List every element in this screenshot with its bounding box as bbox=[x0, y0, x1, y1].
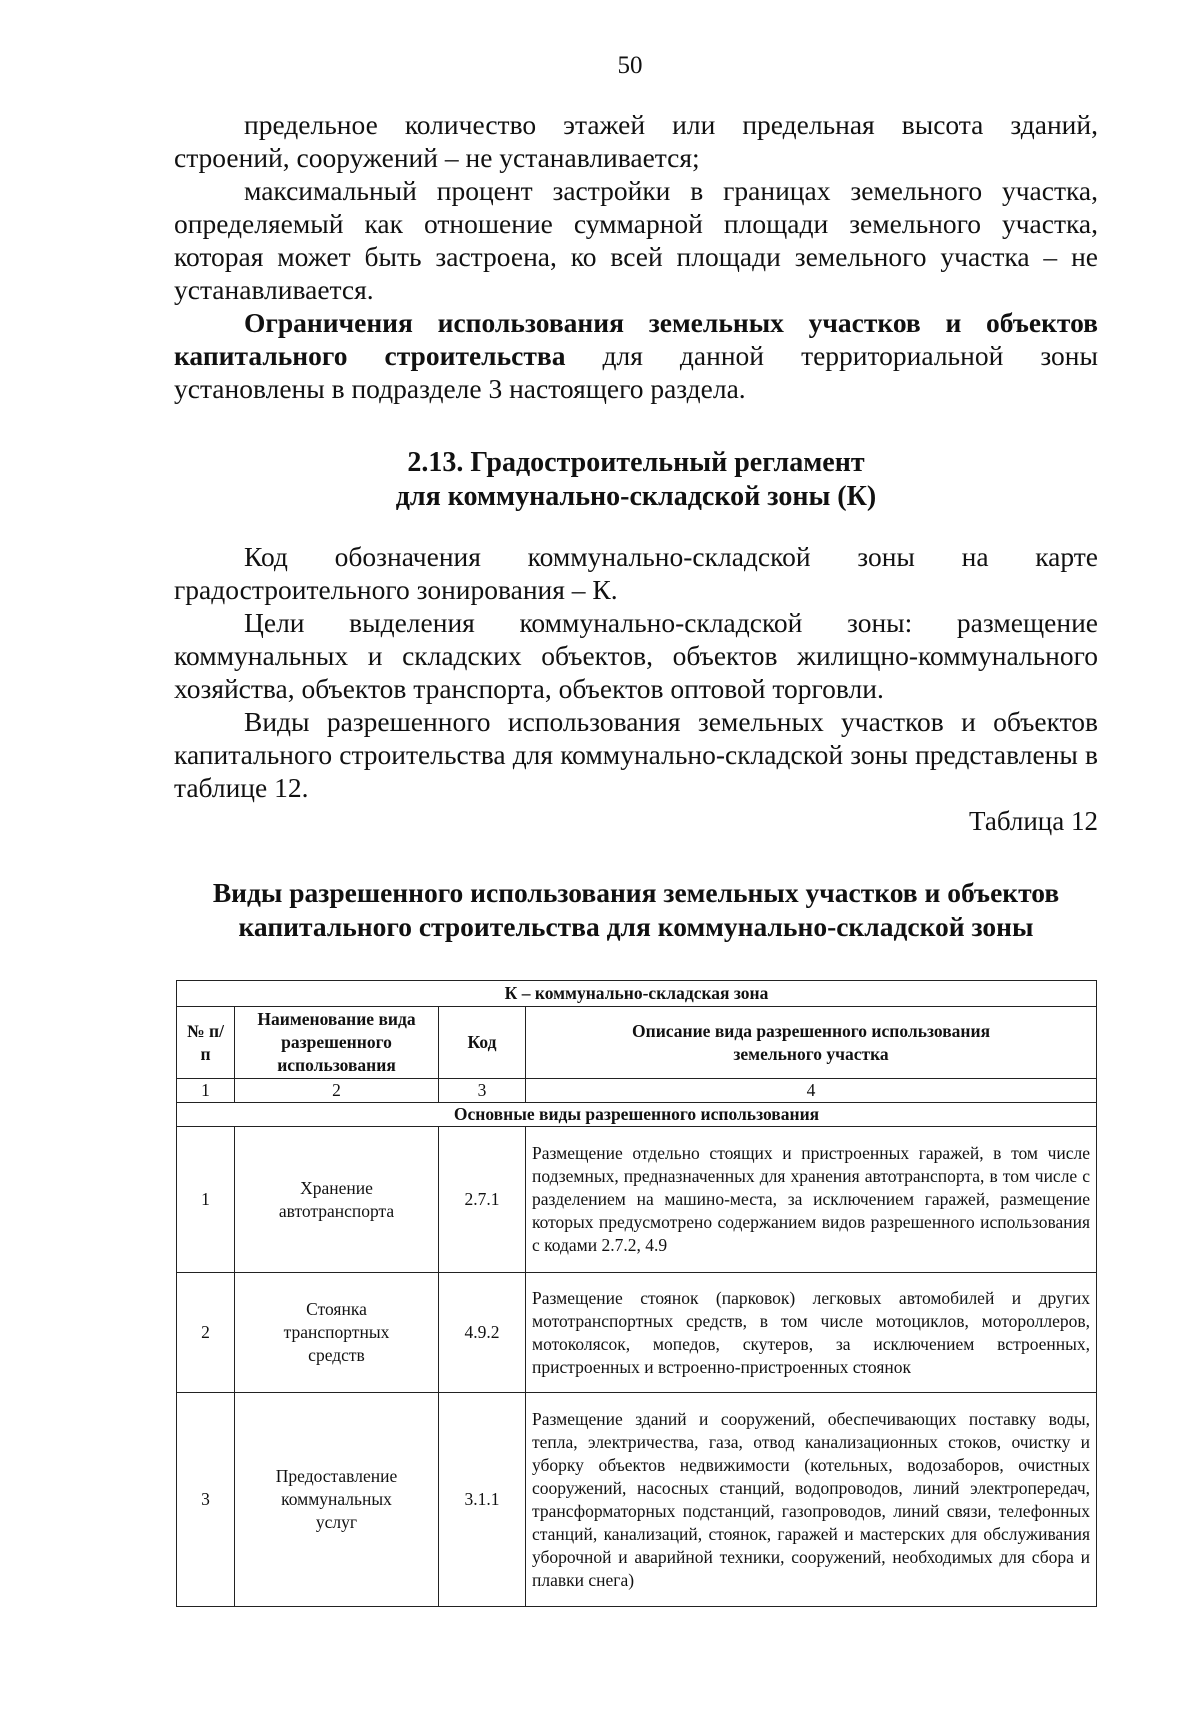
column-number-row bbox=[177, 1079, 1097, 1103]
zone-header-row bbox=[177, 981, 1097, 1007]
section-heading-line-1: 2.13. Градостроительный регламент bbox=[407, 447, 865, 478]
row-code: 2.7.1 bbox=[439, 1127, 526, 1273]
table-row bbox=[177, 1127, 1097, 1273]
header-name: Наименование вида разрешенного использования bbox=[235, 1007, 439, 1079]
table-row bbox=[177, 1273, 1097, 1393]
restrictions-bold-text: Ограничения использования земельных участков и объектов капитального строительства bbox=[174, 307, 1098, 371]
column-number-2: 2 bbox=[235, 1079, 439, 1103]
row-num: 1 bbox=[177, 1127, 235, 1273]
group-header-row bbox=[177, 1103, 1097, 1127]
header-code: Код bbox=[439, 1007, 526, 1079]
row-name: Предоставление коммунальных услуг bbox=[235, 1393, 439, 1607]
header-num: № п/п bbox=[177, 1007, 235, 1079]
row-description: Размещение зданий и сооружений, обеспечивающих поставку воды, тепла, электричества, газа, отвод канализационных стоков, очистку и уборку объектов недвижимости (котельных, водозаборов, очистных сооружений, насосных станций, водопроводов, линий электропередач, трансформаторных подстанций, газопроводов, линий связи, телефонных станций, канализаций, стоянок, гаражей и мастерских для обслуживания уборочной и аварийной техники, сооружений, необходимых для сбора и плавки снега) bbox=[526, 1393, 1097, 1607]
paragraph-max-floors: предельное количество этажей или предельная высота зданий, строений, сооружений – не устанавливается; bbox=[174, 109, 1098, 173]
permitted-uses-table bbox=[176, 980, 1097, 1607]
continuation-text bbox=[174, 108, 1098, 405]
paragraph-restrictions bbox=[174, 306, 1098, 405]
row-num: 2 bbox=[177, 1273, 235, 1393]
row-num: 3 bbox=[177, 1393, 235, 1607]
table-caption: Таблица 12 bbox=[969, 806, 1098, 836]
row-description: Размещение стоянок (парковок) легковых автомобилей и других мототранспортных средств, в том числе мотоциклов, мотороллеров, мотоколясок, мопедов, скутеров, за исключением встроенных, пристроенных и встроенно-пристроенных стоянок bbox=[526, 1273, 1097, 1393]
paragraph-max-coverage: максимальный процент застройки в границах земельного участка, определяемый как отношение суммарной площади земельного участка, которая может быть застроена, ко всей площади земельного участка – не устанавливается. bbox=[174, 175, 1098, 305]
row-code: 4.9.2 bbox=[439, 1273, 526, 1393]
row-code: 3.1.1 bbox=[439, 1393, 526, 1607]
table-title-line-1: Виды разрешенного использования земельных участков и объектов bbox=[212, 877, 1060, 908]
column-header-row bbox=[177, 1007, 1097, 1079]
restrictions-rest-text: для данной территориальной зоны установлены в подразделе 3 настоящего раздела. bbox=[174, 340, 1098, 404]
paragraph-zone-goals: Цели выделения коммунально-складской зоны: размещение коммунальных и складских объектов, объектов жилищно-коммунального хозяйства, объектов транспорта, объектов оптовой торговли. bbox=[174, 607, 1098, 704]
page-number: 50 bbox=[617, 52, 643, 79]
zone-header-cell: К – коммунально-складская зона bbox=[177, 981, 1097, 1007]
section-text bbox=[174, 540, 1098, 804]
column-number-1: 1 bbox=[177, 1079, 235, 1103]
section-heading bbox=[174, 446, 1098, 514]
row-name: Стоянка транспортных средств bbox=[235, 1273, 439, 1393]
table-row bbox=[177, 1393, 1097, 1607]
paragraph-zone-code: Код обозначения коммунально-складской зоны на карте градостроительного зонирования – К. bbox=[174, 541, 1098, 605]
section-heading-line-2: для коммунально-складской зоны (К) bbox=[395, 481, 877, 512]
group-header-cell: Основные виды разрешенного использования bbox=[177, 1103, 1097, 1127]
column-number-3: 3 bbox=[439, 1079, 526, 1103]
table-title-line-2: капитального строительства для коммунально-складской зоны bbox=[238, 911, 1034, 942]
column-number-4: 4 bbox=[526, 1079, 1097, 1103]
row-name: Хранение автотранспорта bbox=[235, 1127, 439, 1273]
row-description: Размещение отдельно стоящих и пристроенных гаражей, в том числе подземных, предназначенных для хранения автотранспорта, в том числе с разделением на машино-места, за исключением гаражей, размещение которых предусмотрено содержанием видов разрешенного использования с кодами 2.7.2, 4.9 bbox=[526, 1127, 1097, 1273]
header-description: Описание вида разрешенного использования земельного участка bbox=[526, 1007, 1097, 1079]
table-title bbox=[174, 876, 1098, 944]
paragraph-permitted-uses: Виды разрешенного использования земельных участков и объектов капитального строительства для коммунально-складской зоны представлены в таблице 12. bbox=[174, 706, 1098, 803]
